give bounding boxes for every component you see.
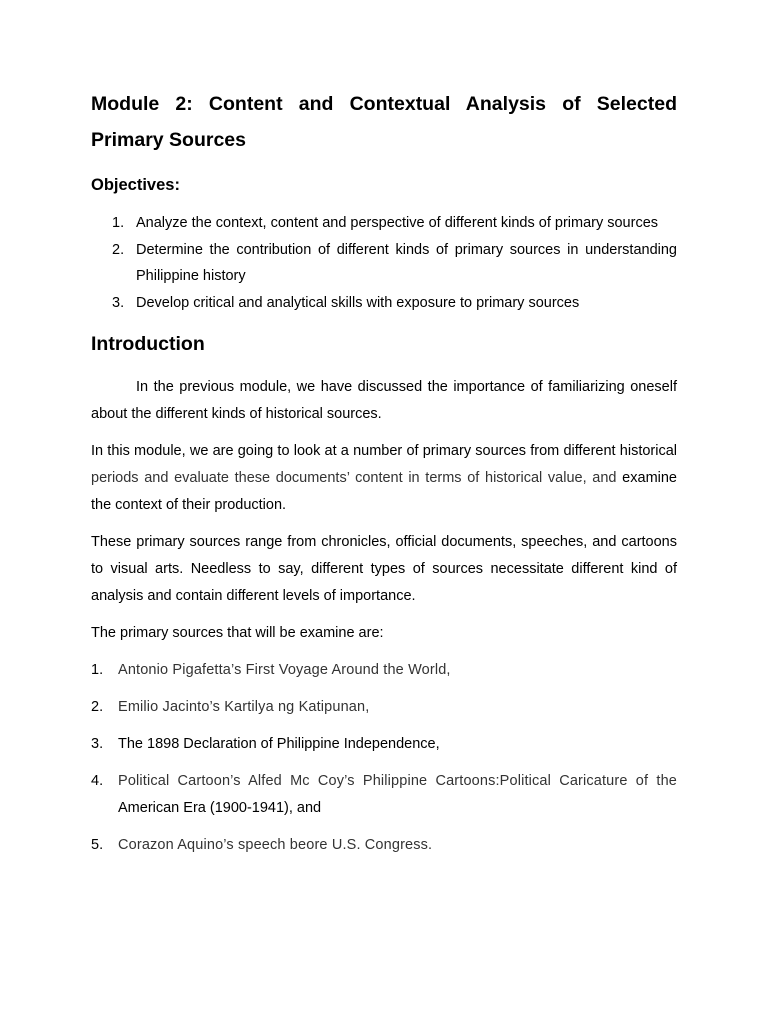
source-item	[91, 832, 677, 859]
source-text: Corazon Aquino’s speech beore U.S. Congress.	[118, 837, 433, 853]
intro-paragraph-2-part-a: In this module, we are going to look at a number of primary sources from different historical	[91, 443, 677, 459]
objective-text: Determine the contribution of different kinds of primary sources in understanding Philippine history	[136, 241, 677, 284]
source-item	[91, 731, 677, 758]
source-number: 2.	[91, 699, 104, 715]
objective-number: 1.	[112, 215, 125, 231]
objective-item	[91, 237, 677, 290]
objective-text: Analyze the context, content and perspective of different kinds of primary sources	[136, 215, 659, 231]
document-page	[91, 86, 677, 869]
module-title-line2: Primary Sources	[91, 129, 247, 151]
source-text: Antonio Pigafetta’s First Voyage Around the World,	[118, 662, 451, 678]
intro-paragraph-1: In the previous module, we have discussed the importance of familiarizing oneself about the different kinds of historical sources.	[91, 379, 677, 422]
source-number: 5.	[91, 837, 104, 853]
source-item	[91, 657, 677, 684]
intro-paragraph-2	[91, 438, 677, 519]
source-number: 1.	[91, 662, 104, 678]
objective-item	[91, 290, 677, 317]
intro-paragraph-2-part-b: periods and evaluate these documents’ content in terms of historical value, and	[91, 470, 617, 486]
objectives-list	[91, 210, 677, 316]
objective-number: 2.	[112, 241, 125, 258]
intro-paragraph-3: These primary sources range from chronicles, official documents, speeches, and cartoons to visual arts. Needless to say, different types of sources necessitate different kind of analysis and contain different levels of importance.	[91, 534, 677, 604]
intro-paragraph-2-part-c: examine the context of their production.	[91, 470, 677, 513]
objective-text: Develop critical and analytical skills with exposure to primary sources	[136, 294, 580, 311]
source-text: Emilio Jacinto’s Kartilya ng Katipunan,	[118, 699, 370, 715]
primary-sources-list	[91, 657, 677, 859]
module-title	[91, 86, 677, 158]
source-text-part-a: Political Cartoon’s Alfed Mc Coy’s Philippine Cartoons:Political Caricature of the	[118, 773, 677, 789]
sources-intro-text: The primary sources that will be examine are:	[91, 625, 384, 641]
module-title-line1: Module 2: Content and Contextual Analysis of Selected	[91, 93, 677, 115]
source-text-part-b: American Era (1900-1941), and	[118, 800, 322, 816]
objective-number: 3.	[112, 294, 125, 311]
objective-item	[91, 210, 677, 237]
source-item	[91, 768, 677, 822]
source-number: 3.	[91, 736, 104, 752]
introduction-heading: Introduction	[91, 333, 205, 355]
objectives-heading: Objectives:	[91, 176, 180, 194]
source-item	[91, 694, 677, 721]
source-number: 4.	[91, 773, 104, 789]
source-text: The 1898 Declaration of Philippine Independence,	[118, 736, 440, 752]
